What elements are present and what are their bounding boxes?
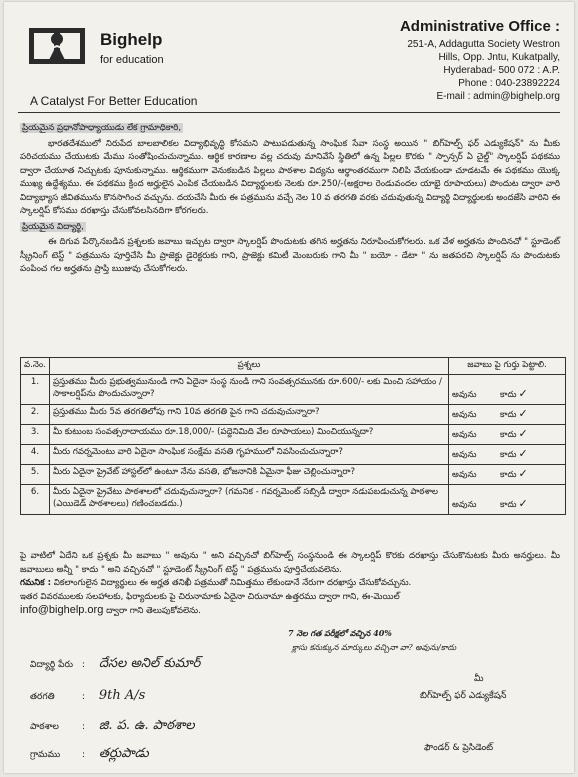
row-question: మీరు ఏదైనా ప్రైవేట్ హాస్టల్‌లో ఉంటూ నేను వసతి, భోజనానికి ఏమైనా ఫీజు చెల్లించున్నారా? — [49, 465, 448, 485]
bighelp-logo-icon — [28, 22, 86, 70]
brand-name: Bighelp — [100, 30, 163, 49]
eligibility-table — [20, 357, 566, 515]
closing-section — [20, 550, 560, 619]
header-answer: జవాబు పై గుర్తు పెట్టాలి. — [449, 358, 566, 375]
note-text: వికలాంగులైన విద్యార్థులు ఈ అర్హత తనిఖీ పత్రముతో నిమిత్తము లేకుండానే నేరుగా దరఖాస్తు చేసుకోవచ్చును. — [53, 578, 412, 588]
letter-body — [20, 122, 560, 279]
paragraph-contact: ఇతర వివరములకు సలహాలకు, ఫిర్యాదులకు పై చిరునామాకు ఏదైనా చిరునామా ఉత్తరము ద్వారా గాని, ఈ-మెయిల్ — [20, 591, 400, 602]
row-question: ప్రస్తుతము మీరు 5వ తరగతిలోపు గాని 10వ తరగతి పైన గాని చదువుచున్నారా? — [49, 405, 448, 425]
row-question: మీ కుటుంబ సంవత్సరాదాయము రూ.18,000/- (పద్దెనిమిది వేల రూపాయలు) మించియున్నదా? — [49, 425, 448, 445]
row-number: 2. — [21, 405, 50, 425]
field-village: గ్రామము : తర్లుపాడు — [30, 746, 149, 761]
table-header-row — [21, 358, 566, 375]
note-line — [20, 577, 560, 591]
student-salutation: ప్రియమైన విద్యార్థి, — [22, 221, 84, 232]
office-address-line: Hyderabad- 500 072 : A.P. — [443, 65, 560, 76]
office-email: E-mail : admin@bighelp.org — [436, 91, 560, 102]
header-divider — [18, 112, 560, 113]
tagline: A Catalyst For Better Education — [30, 94, 198, 108]
office-phone: Phone : 040-23892224 — [458, 78, 560, 89]
signature-greeting: మీ — [474, 674, 484, 684]
row-answer[interactable] — [449, 405, 566, 425]
header-serial: వ.నెం. — [21, 358, 50, 375]
letter-page — [4, 2, 574, 773]
field-school: పాఠశాల : జి. ప. ఉ. పాఠశాల — [30, 718, 195, 733]
header-questions: ప్రశ్నలు — [49, 358, 448, 375]
checkmark-icon: ✓ — [518, 467, 528, 480]
brand-subtitle: for education — [100, 54, 164, 66]
table-row — [21, 465, 566, 485]
signature-org: బిగ్‌హెల్ప్ ఫర్ ఎడ్యుకేషన్ — [420, 691, 507, 701]
student-name-label: విద్యార్థి పేరు — [30, 660, 73, 670]
answer-yes[interactable]: అవును — [452, 500, 477, 510]
field-class: తరగతి : 9th A/s — [30, 688, 146, 703]
class-label: తరగతి — [30, 692, 55, 702]
checkmark-icon: ✓ — [518, 407, 528, 420]
answer-no[interactable]: కాదు — [500, 430, 517, 440]
answer-no[interactable]: కాదు — [500, 470, 517, 480]
table-row — [21, 375, 566, 405]
office-address-line: 251-A, Addagutta Society Westron — [407, 39, 560, 50]
answer-yes[interactable]: అవును — [452, 430, 477, 440]
office-title: Administrative Office : — [399, 18, 560, 35]
office-address-line: Hills, Opp. Jntu, Kukatpally, — [438, 52, 560, 63]
table-row — [21, 405, 566, 425]
field-student-name: విద్యార్థి పేరు : దేసల అనిల్ కుమార్ — [30, 656, 201, 671]
paragraph-instructions: ఈ దిగువ పేర్కొనబడిన ప్రశ్నలకు జవాబు ఇచ్చుట ద్వారా స్కాలర్షిప్ పొందుటకు తగిన అర్హతను నిరూపించుకోగలరు. ఒక వేళ అర్హతను పొందినచో " స్టూడెంట్ స్క్రీనింగ్ టెస్ట్ " పత్రమును పూర్తిచేసి మీ ప్రాజెక్టు డైరెక్టరుకు గాని, ప్రాజెక్టు కమిటీ మెంబరుకు గాని మీ " బయో - డేటా " ను జతపరచి స్కాలర్షిప్ ను పొందుటకు పంపించ గల అర్హతను ప్రాప్తి ఋజువు చేసుకోగలరు. — [20, 237, 560, 274]
student-name-value[interactable]: దేసల అనిల్ కుమార్ — [98, 656, 201, 671]
row-number: 6. — [21, 485, 50, 515]
row-answer[interactable] — [449, 425, 566, 445]
village-value[interactable]: తర్లుపాడు — [98, 746, 149, 761]
answer-no[interactable]: కాదు — [500, 390, 517, 400]
checkmark-icon: ✓ — [518, 387, 528, 400]
paragraph-result: పై వాటిలో ఏదేని ఒక ప్రశ్నకు మీ జవాబు " అవును " అని వచ్చినచో బిగ్‌హెల్ప్ సంస్థనుండి ఈ స్కాలర్షిప్ కొరకు దరఖాస్తు చేసుకొనుటకు మీరు అనర్హులు. మీ జవాబులు అన్నీ " కాదు " అని వచ్చినచో " స్టూడెంట్ స్క్రీనింగ్ టెస్ట్ " పత్రమును పూర్తిచేయవలెను. — [20, 551, 560, 575]
note-label: గమనిక : — [20, 578, 52, 588]
answer-yes[interactable]: అవును — [452, 470, 477, 480]
row-number: 5. — [21, 465, 50, 485]
row-number: 4. — [21, 445, 50, 465]
table-row — [21, 425, 566, 445]
handwritten-question: క్లాసు కనుక్కున మార్కులు వచ్చినా వా? అవును/కాదు — [292, 643, 457, 652]
row-number: 1. — [21, 375, 50, 405]
checkmark-icon: ✓ — [518, 497, 528, 510]
office-address-block — [400, 18, 560, 103]
answer-no[interactable]: కాదు — [500, 450, 517, 460]
paragraph-intro: భారతదేశములో నిరుపేద బాలబాలికల విద్యాభివృద్ధి కోసమని పాటుపడుతున్న సాంఘిక సేవా సంస్థ అయిన " బిగ్‌హెల్ప్ ఫర్ ఎడ్యుకేషన్" ను మీకు పరిచయము చేయుటకు మేము సంతోషించుచున్నాము. ఆర్థిక కారణాల వల్ల చదువు మానివేసే స్థితిలో ఉన్న పిల్లల కొరకు " స్పాన్సర్ ఏ చైల్డ్" స్కాలర్షిప్ పథకము ద్వారా చేయూత నిచ్చుటకు పూనుకున్నాము. ఆర్థికముగా వెనుకబడిన పిల్లలు పాఠశాల విద్యను ఆర్థాంతరముగా నిలిపి వేయకుండా చూడటమే ఈ పథకము యొక్క ముఖ్య ఉద్దేశ్యము. ఈ పథకము క్రింద అర్హులైన ఎంపిక చేయబడిన విద్యార్థులకు నెలకు రూ.250/-(అక్షరాల రెండువందల యాభై రూపాయలు) పొందుట ద్వారా వారి విద్యాభ్యాస జీవితమును కొనసాగించ వచ్చును. దయచేసి మీరు ఈ పత్రమును వచ్చే నెల 10 వ తరగతి వరకు చదువుతున్న విద్యార్థి విద్యార్థులకు అందజేసి వారిని ఈ స్కాలర్షిప్ కోసము దరఖాస్తు చేసుకోవలసినదిగా కోరగలరు. — [20, 138, 561, 216]
class-value[interactable]: 9th A/s — [98, 688, 146, 703]
row-answer[interactable] — [449, 465, 566, 485]
school-value[interactable]: జి. ప. ఉ. పాఠశాల — [98, 718, 195, 733]
row-question: మీరు గవర్నమెంటు వారి ఏదైనా సాంఘిక సంక్షేమ వసతి గృహములో నివసించుచున్నారా? — [49, 445, 448, 465]
row-question: మీరు ఏదైనా ప్రైవేటు పాఠశాలలో చదువుచున్నారా? (గమనిక - గవర్నమెంట్ సబ్సిడీ ద్వారా నడుపబడుచున్న పాఠశాల (ఎయిడెడ్ పాఠశాలలు) గణించబడదు.) — [49, 485, 448, 515]
contact-email-link[interactable]: info@bighelp.org — [20, 604, 104, 616]
table-row — [21, 485, 566, 515]
contact-email-tail: ద్వారా గాని తెలుపుకోవలెను. — [106, 606, 201, 616]
answer-no[interactable]: కాదు — [500, 500, 517, 510]
signature-title: ఫౌండర్ & ప్రెసిడెంట్ — [424, 743, 494, 753]
row-number: 3. — [21, 425, 50, 445]
school-label: పాఠశాల — [30, 722, 59, 732]
answer-yes[interactable]: అవును — [452, 450, 477, 460]
contact-email-line — [20, 604, 560, 619]
checkmark-icon: ✓ — [518, 427, 528, 440]
row-answer[interactable] — [449, 485, 566, 515]
answer-yes[interactable]: అవును — [452, 390, 477, 400]
row-answer[interactable] — [449, 445, 566, 465]
answer-yes[interactable]: అవును — [452, 410, 477, 420]
village-label: గ్రామము — [30, 750, 61, 760]
salutation: ప్రియమైన ప్రధానోపాధ్యాయుడు లేక గ్రామాధికారి, — [22, 123, 182, 133]
answer-no[interactable]: కాదు — [500, 410, 517, 420]
handwritten-marks-note: 7 నెల గత పరీక్షలో వచ్చిన 40% — [288, 628, 392, 638]
checkmark-icon: ✓ — [518, 447, 528, 460]
row-question: ప్రస్తుతము మీరు ప్రభుత్వమునుండి గాని ఏదైనా సంస్థ నుండి గాని సంవత్సరమునకు రూ.600/- లకు మించి సహాయం / సాకాలర్షిప్‌ను పొందుచున్నారా? — [49, 375, 448, 405]
row-answer[interactable] — [449, 375, 566, 405]
table-row — [21, 445, 566, 465]
